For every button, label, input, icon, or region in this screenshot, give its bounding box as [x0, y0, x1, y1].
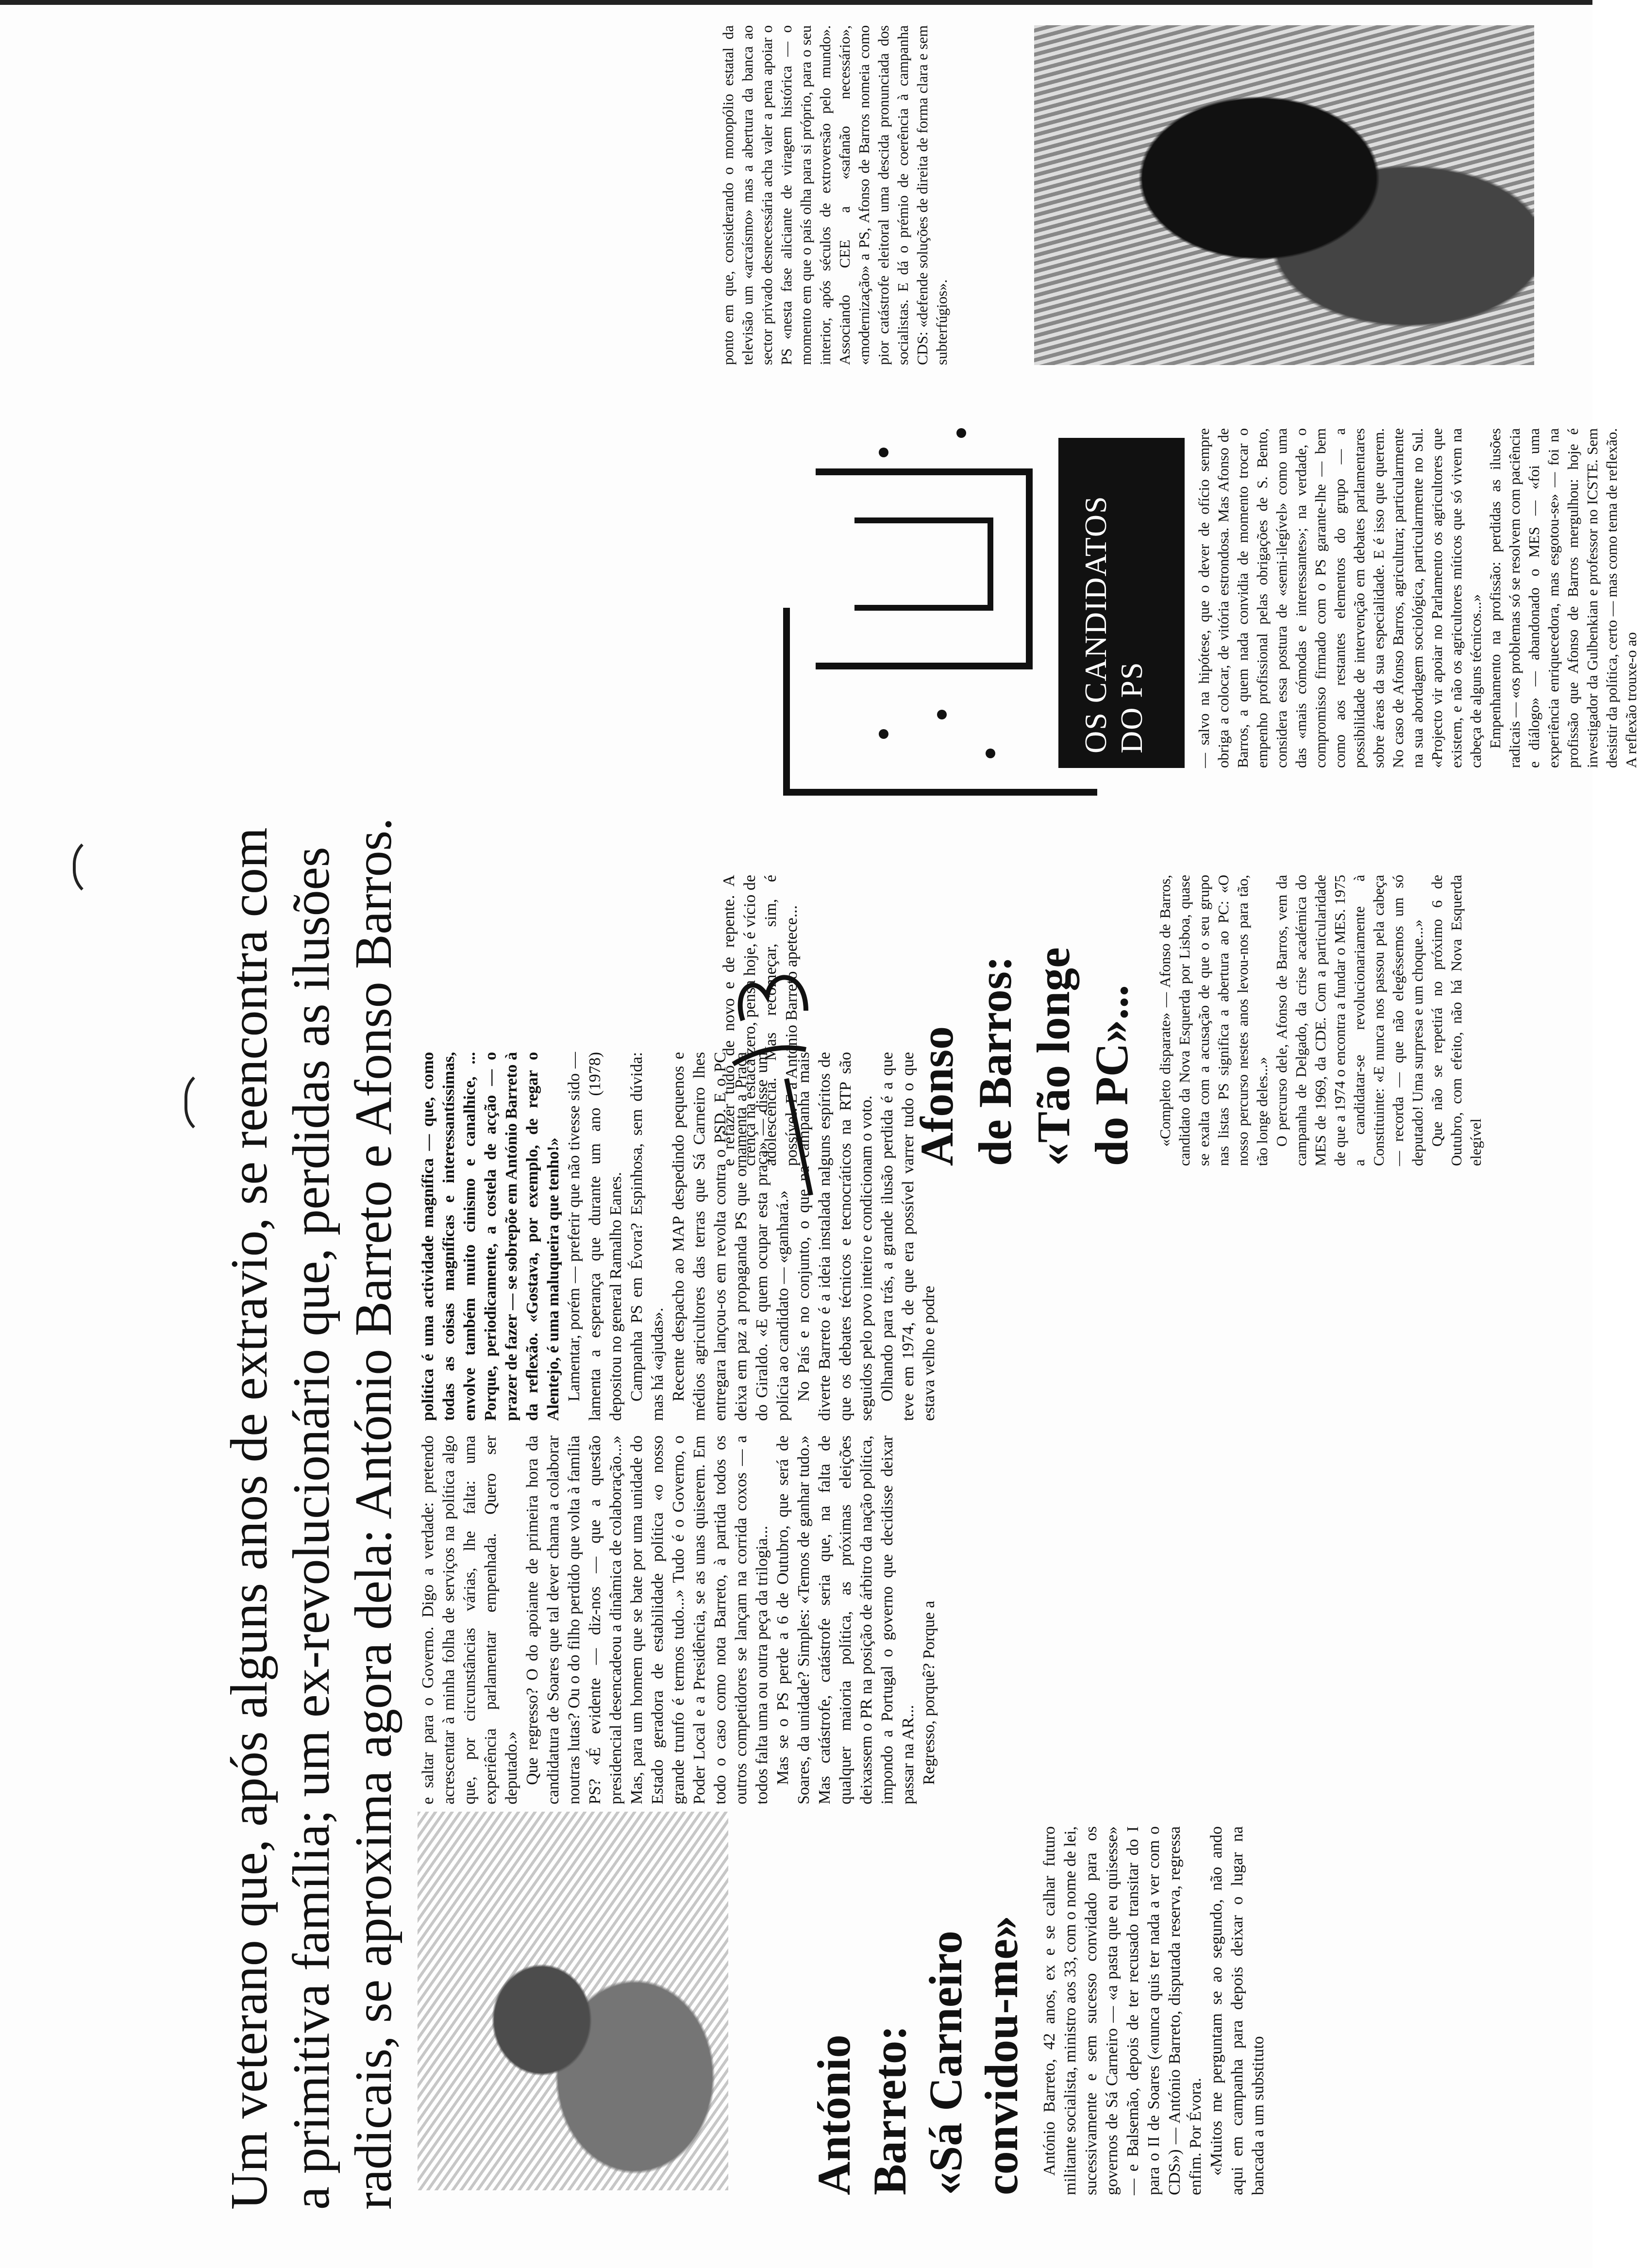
- candidates-series-logo: [757, 394, 1107, 812]
- headline-line-3: radicais, se aproxima agora dela: António Barreto e Afonso Barros.: [345, 817, 402, 2210]
- annotation-text: 1/3: [837, 932, 838, 933]
- section1-col3d-paragraph: Recente despacho ao MAP despedindo pequenos e médios agricultores das terras que Sá Carneiro lhes entregara lançou-os em revolta contra o PSD. E o PC deixa em paz a propaganda PS que ornamenta a Praça do Giraldo. «E quem ocupar esta praça» — disse um polícia ao candidato — «ganhará.»: [670, 1052, 792, 1421]
- section1-column-1: [1039, 1826, 1573, 2195]
- section1-title-line-2: Barreto:: [864, 2025, 916, 2195]
- section2-title-line-2: de Barros:: [969, 956, 1021, 1166]
- headline-line-2: a primitiva família; um ex-revolucionário que, perdidas as ilusões: [283, 847, 340, 2210]
- section2-col2b-paragraph: Empenhamento na profissão: perdidas as ilusões radicais — «os problemas só se resolvem com paciência e diálogo» — abandonado o MES — «foi uma experiência enriquecedora, mas esgotou-se» — foi na profissão que Afonso de Barros mergulhou: hoje é investigador da Gulbenkian e professor no ICSTE. Sem desistir da política, certo — mas como tema de reflexão. A reflexão trouxe-o ao: [1487, 428, 1640, 768]
- section1-col4a-paragraph: e refazer tudo de novo e de repente. A crença na estaca zero, pensa hoje, é vício de adolescência. Mas recomeçar, sim, é possível. E a António Barreto apetece...: [720, 875, 801, 1166]
- section2-column-3: [719, 25, 1020, 365]
- section1-column-4: [719, 875, 913, 1166]
- article-headline: [218, 462, 405, 2210]
- badge-line-1: OS CANDIDATOS: [1078, 495, 1113, 753]
- section2-col3a-paragraph: ponto em que, considerando o monopólio estatal da televisão um «arcaísmo» mas a abertura da banca ao sector privado desnecessária acha valer a pena apoiar o PS «nesta fase aliciante de viragem histórica — o momento em que o país olha para si próprio, para o seu interior, após séculos de extroversão pelo mundo». Associando CEE a «safanão necessário», «modernização» a PS, Afonso de Barros nomeia como pior catástrofe eleitoral uma descida pronunciada dos socialistas. E dá o prémio de coerência à campanha CDS: «defende soluções de direita de forma clara e sem subterfúgios».: [720, 25, 950, 365]
- section1-column-2: [418, 1435, 1573, 1804]
- badge-line-2: DO PS: [1114, 661, 1149, 753]
- section1-col1b-paragraph: «Muitos me perguntam se ao segundo, não ando aqui em campanha para depois deixar o lugar na bancada a um substituto: [1207, 1826, 1267, 2195]
- antonio-barreto-photo: [418, 1812, 728, 2190]
- afonso-de-barros-photo: [1034, 25, 1534, 365]
- section1-col3a-paragraph: política é uma actividade magnífica — que, como todas as coisas magníficas e interessantíssimas, envolve também muito cinismo e canalhice, ... Porque, periodicamente, a costela de acção — o prazer de fazer — se sobrepõe em António Barreto à da reflexão. «Gostava, por exemplo, de regar o Alentejo, é uma maluqueira que tenho!»: [419, 1052, 562, 1421]
- section2-title-line-3: «Tão longe: [1027, 947, 1079, 1166]
- section1-col2d-paragraph: Regresso, porquê? Porque a: [920, 1601, 938, 1785]
- section1-col3b-paragraph: Lamentar, porém — preferir que não tivesse sido — lamenta a esperança que durante um ano (1978) depositou no general Ramalho Eanes.: [565, 1052, 625, 1421]
- section1-col2c-paragraph: Mas se o PS perde a 6 de Outubro, que será de Soares, da unidade? Simples: «Temos de ganhar tudo.» Mas catástrofe, catástrofe seria que, na falta de qualquer maioria política, as próximas eleições deixassem o PR na posição de árbitro da nação política, impondo a Portugal o governo que decidisse deixar passar na AR...: [774, 1435, 917, 1804]
- headline-line-1: Um veterano que, após alguns anos de extravio, se reencontra com: [220, 828, 278, 2210]
- section2-col1b-paragraph: O percurso dele, Afonso de Barros, vem da campanha de Delgado, da crise académica do MES de 1969, da CDE. Com a particularidade de que a 1974 o encontra a fundar o MES. 1975 a candidatar-se revolucionariamente à Constituinte: «E nunca nos passou pela cabeça — recorda — que não elegêssemos um só deputado! Uma surpresa e um choque...»: [1273, 875, 1426, 1166]
- section1-title: [806, 1826, 1029, 2195]
- section1-title-line-4: convidou-me»: [975, 1916, 1027, 2195]
- section1-col1-paragraph: António Barreto, 42 anos, ex e se calhar futuro militante socialista, ministro aos 33, com o nome de lei, sucessivamente e sem sucesso convidado para os governos de Sá Carneiro — «a pasta que eu quisesse» — e Balsemão, depois de ter recusado transitar do I para o II de Soares («nunca quis ter nada a ver com o CDS») — António Barreto, disputada reserva, regressa enfim. Por Évora.: [1040, 1826, 1205, 2195]
- section2-col1a-paragraph: «Completo disparate» — Afonso de Barros, candidato da Nova Esquerda por Lisboa, quase se exalta com a acusação de que o seu grupo nas listas PS significa a abertura ao PC: «O nosso percurso nestes anos levou-nos para tão, tão longe deles...»: [1156, 875, 1271, 1166]
- section1-col2a-paragraph: e saltar para o Governo. Digo a verdade: pretendo acrescentar à minha folha de serviços na política algo que, por circunstâncias várias, lhe falta: uma experiência parlamentar empenhada. Quero ser deputado.»: [419, 1435, 520, 1804]
- section2-col2a-paragraph: — salvo na hipótese, que o dever de ofício sempre obriga a colocar, de vitória estrondosa. Mas Afonso de Barros, a quem nada convidia de momento trocar o empenho profissional pelas obrigações de S. Bento, considera essa postura de «semi-ilegível» como uma das «mais cómodas e interessantes»; na verdade, o compromisso firmado com o PS garante-lhe — bem como aos restantes elementos do grupo — a possibilidade de intervenção em debates parlamentares sobre áreas da sua especialidade. E é isso que querem. No caso de Afonso Barros, agricultura; particularmente na sua abordagem sociológica, particularmente no Sul. «Projecto vir apoiar no Parlamento os agricultores que existem, e não os agricultores míticos que só vivem na cabeça de alguns técnicos...»: [1195, 428, 1484, 768]
- section2-col1c-paragraph: Que não se repetirá no próximo 6 de Outubro, com efeito, não há Nova Esquerda elegível: [1428, 875, 1484, 1166]
- section2-title-line-4: do PC»...: [1086, 984, 1138, 1166]
- section2-column-2: [1194, 428, 1640, 768]
- section1-title-line-3: «Sá Carneiro: [920, 1931, 971, 2195]
- candidates-series-badge: [1058, 438, 1185, 768]
- section1-col2b-paragraph: Que regresso? O do apoiante de primeira hora da candidatura de Soares que tal dever chama a colaborar noutras lutas? Ou o do filho perdido que volta à família PS? «É evidente — diz-nos — que a questão presidencial desencadeou a dinâmica de colaboração...» Mas, para um homem que se bate por uma unidade do Estado geradora de estabilidade política «o nosso grande trunfo é termos tudo...» Tudo é o Governo, o Poder Local e a Presidência, se as unas quiserem. Em todo o caso como nota Barreto, à partida todos os outros competidores se lançam na corrida coxos — a todos falta uma ou outra peça da trilogia...: [523, 1435, 771, 1804]
- section2-column-1: [1155, 875, 1573, 1166]
- section2-title-line-1: Afonso: [911, 1026, 963, 1166]
- section1-col3e-paragraph: No País e no conjunto, o que na campanha mais diverte Barreto é a ideia instalada nalguns espíritos de que os debates técnicos e tecnocráticos na RTP são seguidos pelo povo inteiro e condicionam o voto.: [795, 1052, 875, 1421]
- section1-col3c-paragraph: Campanha PS em Évora? Espinhosa, sem dúvida: mas há «ajudas».: [628, 1052, 667, 1421]
- section2-title: [908, 875, 1141, 1166]
- section1-col3f-paragraph: Olhando para trás, a grande ilusão perdida é a que teve em 1974, de que era possível varrer tudo o que estava velho e podre: [878, 1052, 938, 1421]
- section1-title-line-1: António: [808, 2035, 860, 2195]
